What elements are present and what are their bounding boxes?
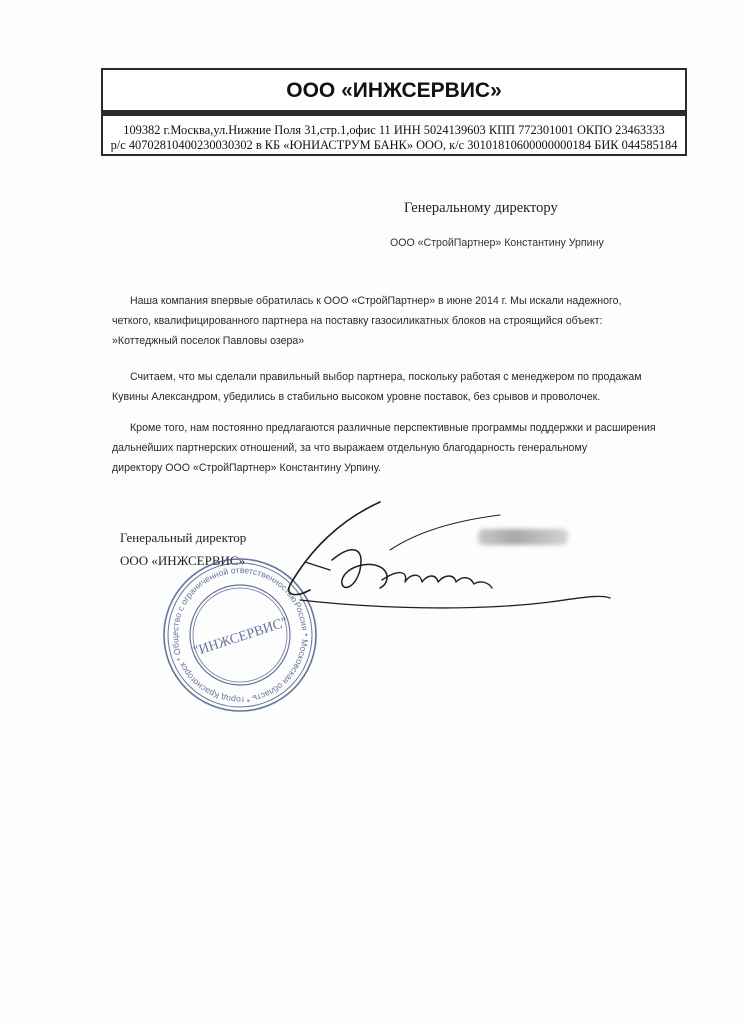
- paragraph-line: Кувины Александром, убедились в стабильно высоком уровне поставок, без срывов и проволочек.: [112, 391, 601, 403]
- paragraph-1: [112, 291, 692, 351]
- paragraph-3: [112, 418, 692, 478]
- company-name: ООО «ИНЖСЕРВИС»: [286, 79, 502, 102]
- addressee-title: Генеральному директору: [404, 200, 558, 216]
- paragraph-line: Кроме того, нам постоянно предлагаются различные перспективные программы поддержки и расширения: [130, 422, 656, 434]
- company-bank-line: р/с 40702810400230030302 в КБ «ЮНИАСТРУМ БАНК» ООО, к/с 30101810600000000184 БИК 044585184: [110, 138, 678, 152]
- svg-text:Россия * Московская область *: Россия * Московская область * город Красногорск * Общество с ограниченной ответственностью: [169, 564, 311, 706]
- paragraph-line: Считаем, что мы сделали правильный выбор партнера, поскольку работая с менеджером по продажам: [130, 371, 642, 383]
- signatory-title: Генеральный директор: [120, 530, 247, 545]
- paragraph-line: »Коттеджный поселок Павловы озера»: [112, 335, 305, 347]
- handwritten-signature: [270, 490, 620, 620]
- paragraph-line: директору ООО «СтройПартнер» Константину Урпину.: [112, 462, 381, 474]
- paragraph-line: дальнейших партнерских отношений, за что выражаем отдельную благодарность генеральному: [112, 442, 588, 454]
- letterhead: [101, 68, 687, 156]
- company-address-line: 109382 г.Москва,ул.Нижние Поля 31,стр.1,офис 11 ИНН 5024139603 КПП 772301001 ОКПО 23463333: [123, 123, 665, 137]
- paragraph-line: четкого, квалифицированного партнера на поставку газосиликатных блоков на строящийся объект:: [112, 315, 603, 327]
- signatory-company: ООО «ИНЖСЕРВИС»: [120, 553, 246, 568]
- svg-text:"ИНЖСЕРВИС": "ИНЖСЕРВИС": [191, 615, 290, 660]
- addressee-name: ООО «СтройПартнер» Константину Урпину: [390, 237, 604, 249]
- letterhead-divider: [103, 110, 685, 116]
- paragraph-2: [112, 367, 692, 407]
- paragraph-line: Наша компания впервые обратилась к ООО «СтройПартнер» в июне 2014 г. Мы искали надежного,: [130, 295, 622, 307]
